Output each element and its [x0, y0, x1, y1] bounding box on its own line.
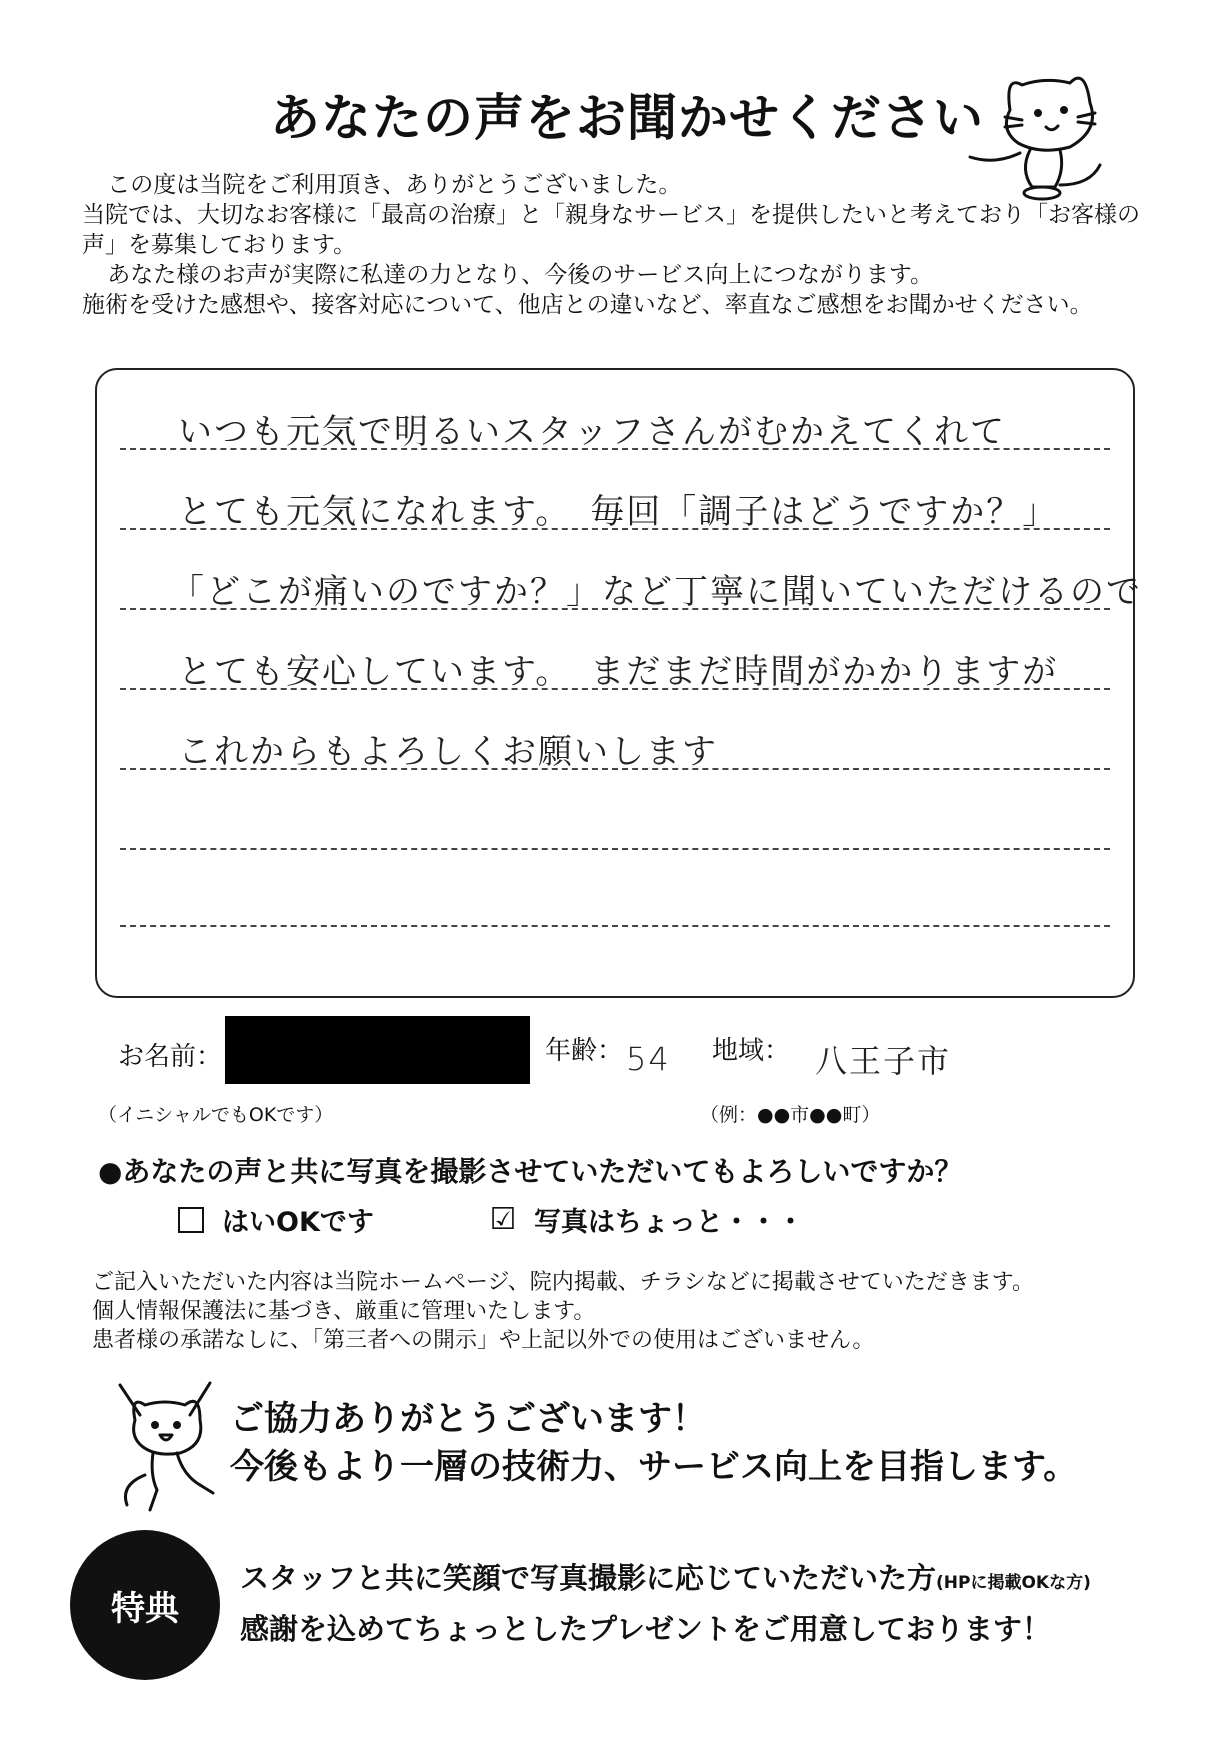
option-yes-label: はいOKです	[222, 1207, 374, 1238]
benefit-badge: 特典	[70, 1530, 220, 1680]
photo-question: ●あなたの声と共に写真を撮影させていただいてもよろしいですか？	[98, 1155, 963, 1188]
comment-line: とても元気になれます。 毎回「調子はどうですか？」	[178, 492, 1059, 532]
name-label: お名前：	[118, 1042, 223, 1072]
age-value: 54	[626, 1040, 671, 1078]
cheering-cat-icon	[105, 1375, 225, 1515]
comment-line: いつも元気で明るいスタッフさんがむかえてくれて	[178, 412, 1006, 452]
notice-line: ご記入いただいた内容は当院ホームページ、院内掲載、チラシなどに掲載させていただきます。	[92, 1270, 1035, 1295]
option-no-label: 写真はちょっと・・・	[534, 1207, 804, 1238]
intro-line: 施術を受けた感想や、接客対応について、他店との違いなど、率直なご感想をお聞かせください。	[82, 292, 1093, 318]
region-label: 地域：	[712, 1036, 791, 1066]
region-hint: （例：●●市●●町）	[700, 1104, 881, 1126]
checkbox-no-checked[interactable]: ☑	[489, 1201, 517, 1237]
intro-line: この度は当院をご利用頂き、ありがとうございました。	[107, 172, 682, 198]
intro-line: 当院では、大切なお客様に「最高の治療」と「親身なサービス」を提供したいと考えており「お客様の声」を募集しております。	[82, 202, 1140, 258]
comment-line: とても安心しています。 まだまだ時間がかかりますが	[178, 652, 1059, 692]
name-hint: （イニシャルでもOKです）	[98, 1104, 334, 1126]
benefit-line: 感謝を込めてちょっとしたプレゼントをご用意しております！	[240, 1612, 1051, 1646]
comment-line: これからもよろしくお願いします	[178, 732, 718, 772]
thanks-line: ご協力ありがとうございます！	[230, 1399, 706, 1439]
privacy-notice	[92, 1268, 1034, 1355]
checkbox-yes[interactable]	[178, 1207, 204, 1233]
option-no[interactable]	[490, 1200, 804, 1239]
page-title: あなたの声をお聞かせください	[270, 89, 984, 147]
intro-line: あなた様のお声が実際に私達の力となり、今後のサービス向上につながります。	[107, 262, 933, 288]
thanks-message	[230, 1395, 1077, 1491]
region-value: 八王子市	[815, 1042, 952, 1080]
writing-line	[120, 925, 1110, 927]
notice-line: 個人情報保護法に基づき、厳重に管理いたします。	[92, 1299, 596, 1324]
intro-text	[82, 170, 1152, 320]
benefit-message	[240, 1555, 1091, 1652]
notice-line: 患者様の承諾なしに、「第三者への開示」や上記以外での使用はございません。	[92, 1328, 875, 1353]
thanks-line: 今後もより一層の技術力、サービス向上を目指します。	[230, 1447, 1078, 1487]
benefit-note: (HPに掲載OKな方)	[936, 1573, 1091, 1593]
benefit-line	[240, 1555, 1091, 1606]
writing-line	[120, 848, 1110, 850]
option-yes[interactable]	[178, 1200, 374, 1239]
benefit-line-text: スタッフと共に笑顔で写真撮影に応じていただいた方	[240, 1561, 937, 1595]
age-label: 年齢：	[545, 1036, 624, 1066]
name-redacted	[225, 1016, 530, 1084]
comment-line: 「どこが痛いのですか？」など丁寧に聞いていただけるので	[170, 572, 1142, 612]
